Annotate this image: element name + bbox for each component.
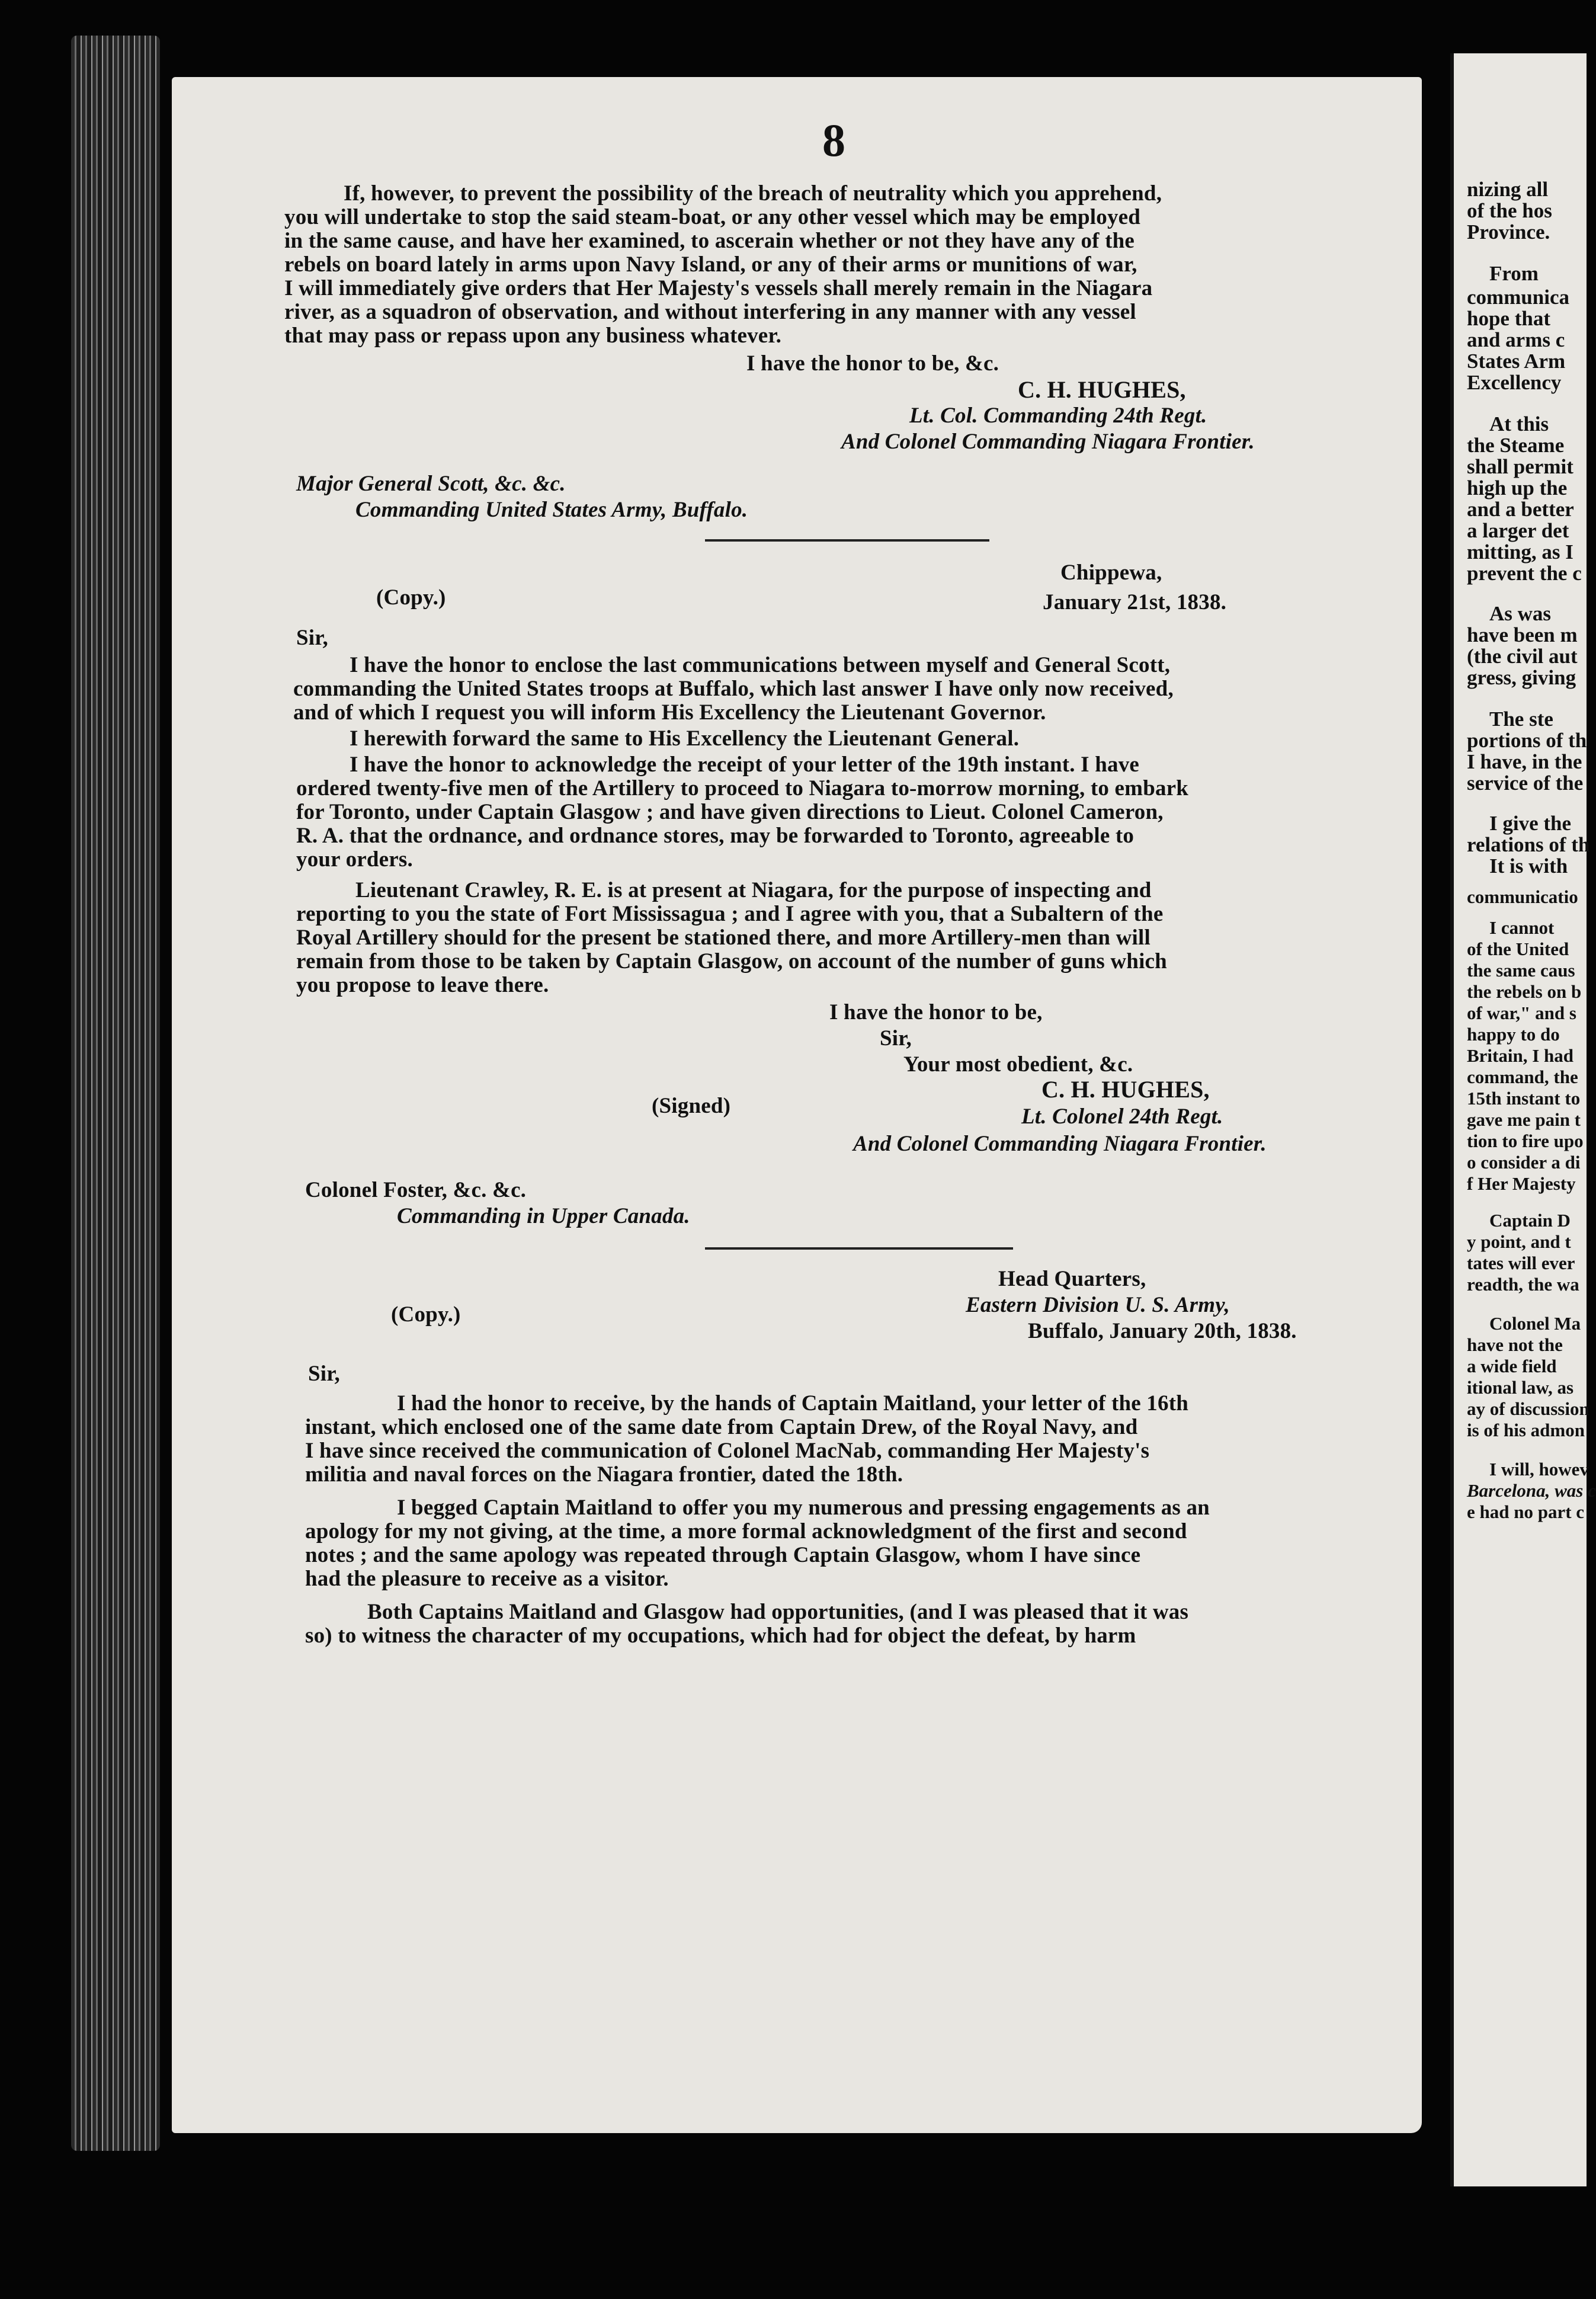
adjacent-text-line: a wide field bbox=[1467, 1356, 1557, 1376]
text-line: If, however, to prevent the possibility of the breach of neutrality which you apprehend, bbox=[344, 181, 1162, 206]
adjacent-text-line: command, the bbox=[1467, 1067, 1578, 1087]
adjacent-text-line: tates will ever bbox=[1467, 1253, 1575, 1273]
text-line: in the same cause, and have her examined, to ascerain whether or not they have any of the bbox=[284, 229, 1135, 253]
text-line: and of which I request you will inform His Excellency the Lieutenant Governor. bbox=[293, 700, 1046, 725]
text-line: I herewith forward the same to His Excellency the Lieutenant General. bbox=[350, 726, 1020, 751]
text-line: commanding the United States troops at Buffalo, which last answer I have only now received, bbox=[293, 677, 1174, 701]
adjacent-text-line: of the United bbox=[1467, 939, 1569, 959]
adjacent-text-line: nizing all bbox=[1467, 178, 1549, 201]
closing: Sir, bbox=[880, 1026, 912, 1051]
text-line: Royal Artillery should for the present be stationed there, and more Artillery-men than will bbox=[296, 926, 1150, 950]
adjacent-text-line: the Steame bbox=[1467, 434, 1565, 457]
adjacent-text-line: It is with bbox=[1489, 854, 1568, 878]
adjacent-text-line: 15th instant to bbox=[1467, 1088, 1581, 1109]
adjacent-text-line: communica bbox=[1467, 286, 1570, 309]
adjacent-text-line: and a better bbox=[1467, 498, 1574, 521]
adjacent-page bbox=[1450, 53, 1596, 2186]
head-quarters: Head Quarters, bbox=[998, 1267, 1146, 1291]
text-line: that may pass or repass upon any business whatever. bbox=[284, 324, 782, 348]
adjacent-text-line: of the hos bbox=[1467, 199, 1552, 222]
adjacent-text-line: f Her Majesty bbox=[1467, 1173, 1576, 1194]
adjacent-text-line: and arms c bbox=[1467, 328, 1565, 351]
division: Eastern Division U. S. Army, bbox=[966, 1293, 1230, 1317]
text-line: instant, which enclosed one of the same date from Captain Drew, of the Royal Navy, and bbox=[305, 1415, 1138, 1439]
adjacent-text-line: I cannot bbox=[1489, 917, 1555, 938]
adjacent-text-line: gress, giving bbox=[1467, 666, 1576, 689]
adjacent-text-line: the same caus bbox=[1467, 960, 1575, 981]
adjacent-text-line: gave me pain t bbox=[1467, 1109, 1581, 1130]
text-line: so) to witness the character of my occupations, which had for object the defeat, by harm bbox=[305, 1624, 1136, 1648]
salutation: Sir, bbox=[296, 626, 328, 650]
adjacent-text-line: hope that bbox=[1467, 307, 1550, 330]
adjacent-text-line: Britain, I had bbox=[1467, 1045, 1574, 1066]
addressee: Commanding United States Army, Buffalo. bbox=[355, 498, 748, 522]
text-line: notes ; and the same apology was repeated through Captain Glasgow, whom I have since bbox=[305, 1543, 1141, 1567]
text-line: for Toronto, under Captain Glasgow ; and have given directions to Lieut. Colonel Cameron, bbox=[296, 800, 1164, 824]
adjacent-text-line: I have, in the bbox=[1467, 750, 1582, 773]
adjacent-text-line: itional law, as bbox=[1467, 1377, 1574, 1398]
adjacent-text-line: have not the bbox=[1467, 1334, 1563, 1355]
closing: I have the honor to be, bbox=[829, 1000, 1043, 1024]
copy-label: (Copy.) bbox=[391, 1302, 461, 1327]
text-line: reporting to you the state of Fort Mississagua ; and I agree with you, that a Subaltern of the bbox=[296, 902, 1164, 926]
signer-title: And Colonel Commanding Niagara Frontier. bbox=[841, 430, 1255, 454]
adjacent-text-line: e had no part c bbox=[1467, 1501, 1585, 1522]
adjacent-text-line: is of his admon bbox=[1467, 1420, 1585, 1440]
adjacent-text-line: shall permit bbox=[1467, 455, 1573, 478]
text-line: Both Captains Maitland and Glasgow had opportunities, (and I was pleased that it was bbox=[367, 1600, 1189, 1624]
signer-title: And Colonel Commanding Niagara Frontier. bbox=[853, 1132, 1267, 1156]
adjacent-text-line: As was bbox=[1489, 602, 1552, 625]
signer-title: Lt. Colonel 24th Regt. bbox=[1021, 1104, 1223, 1129]
adjacent-text-line: o consider a di bbox=[1467, 1152, 1581, 1173]
text-line: I begged Captain Maitland to offer you my numerous and pressing engagements as an bbox=[397, 1496, 1210, 1520]
text-line: had the pleasure to receive as a visitor. bbox=[305, 1567, 669, 1591]
signed-label: (Signed) bbox=[652, 1094, 731, 1118]
adjacent-text-line: The ste bbox=[1489, 707, 1553, 731]
text-line: remain from those to be taken by Captain Glasgow, on account of the number of guns which bbox=[296, 949, 1167, 974]
adjacent-text-line: happy to do bbox=[1467, 1024, 1560, 1045]
adjacent-text-line: Excellency bbox=[1467, 371, 1562, 394]
date: Buffalo, January 20th, 1838. bbox=[1028, 1319, 1297, 1343]
adjacent-text-line: readth, the wa bbox=[1467, 1274, 1579, 1295]
closing: Your most obedient, &c. bbox=[903, 1052, 1133, 1077]
adjacent-text-line: Barcelona, was c bbox=[1467, 1480, 1596, 1501]
adjacent-text-line: mitting, as I bbox=[1467, 540, 1573, 563]
copy-label: (Copy.) bbox=[376, 585, 446, 610]
main-page bbox=[172, 77, 1422, 2133]
text-line: you will undertake to stop the said steam-boat, or any other vessel which may be employed bbox=[284, 205, 1141, 229]
adjacent-text-line: communicatio bbox=[1467, 886, 1578, 907]
text-line: river, as a squadron of observation, and without interfering in any manner with any vessel bbox=[284, 300, 1136, 324]
adjacent-text-line: I give the bbox=[1489, 812, 1572, 835]
text-line: I have the honor to enclose the last communications between myself and General Scott, bbox=[350, 653, 1171, 677]
page-edge-strip bbox=[71, 36, 160, 2151]
adjacent-text-line: high up the bbox=[1467, 476, 1568, 499]
adjacent-text-line: the rebels on b bbox=[1467, 981, 1582, 1002]
adjacent-text-line: portions of th bbox=[1467, 729, 1587, 752]
text-line: you propose to leave there. bbox=[296, 973, 549, 997]
signer-title: Lt. Col. Commanding 24th Regt. bbox=[909, 404, 1207, 428]
text-line: your orders. bbox=[296, 847, 413, 872]
adjacent-text-line: service of the bbox=[1467, 771, 1584, 795]
text-line: apology for my not giving, at the time, a more formal acknowledgment of the first and second bbox=[305, 1519, 1187, 1544]
adjacent-text-line: relations of th bbox=[1467, 833, 1590, 856]
adjacent-text-line: Colonel Ma bbox=[1489, 1313, 1581, 1334]
adjacent-text-line: States Arm bbox=[1467, 350, 1566, 373]
adjacent-text-line: Captain D bbox=[1489, 1210, 1571, 1231]
text-line: I had the honor to receive, by the hands of Captain Maitland, your letter of the 16th bbox=[397, 1391, 1189, 1416]
adjacent-text-line: From bbox=[1489, 262, 1539, 285]
adjacent-text-line: of war," and s bbox=[1467, 1003, 1576, 1023]
signer: C. H. HUGHES, bbox=[1041, 1076, 1210, 1103]
text-line: I have the honor to acknowledge the receipt of your letter of the 19th instant. I have bbox=[350, 753, 1140, 777]
adjacent-text-line: a larger det bbox=[1467, 519, 1569, 542]
text-line: I will immediately give orders that Her Majesty's vessels shall merely remain in the Niagara bbox=[284, 276, 1153, 300]
separator-rule bbox=[705, 1247, 1013, 1250]
adjacent-text-line: (the civil aut bbox=[1467, 645, 1578, 668]
text-line: Lieutenant Crawley, R. E. is at present at Niagara, for the purpose of inspecting and bbox=[355, 878, 1152, 902]
text-line: I have since received the communication of Colonel MacNab, commanding Her Majesty's bbox=[305, 1439, 1150, 1463]
adjacent-text-line: Province. bbox=[1467, 220, 1550, 244]
addressee: Major General Scott, &c. &c. bbox=[296, 472, 566, 496]
text-line: ordered twenty-five men of the Artillery to proceed to Niagara to-morrow morning, to embark bbox=[296, 776, 1189, 801]
addressee: Colonel Foster, &c. &c. bbox=[305, 1178, 527, 1202]
adjacent-text-line: At this bbox=[1489, 412, 1549, 436]
addressee: Commanding in Upper Canada. bbox=[397, 1204, 690, 1228]
signer: C. H. HUGHES, bbox=[1018, 376, 1186, 403]
salutation: Sir, bbox=[308, 1362, 340, 1386]
page-number: 8 bbox=[822, 114, 845, 166]
text-line: R. A. that the ordnance, and ordnance stores, may be forwarded to Toronto, agreeable to bbox=[296, 824, 1134, 848]
text-line: rebels on board lately in arms upon Navy Island, or any of their arms or munitions of war, bbox=[284, 252, 1137, 277]
closing: I have the honor to be, &c. bbox=[746, 351, 999, 376]
place: Chippewa, bbox=[1060, 561, 1162, 585]
adjacent-text-line: I will, howev bbox=[1489, 1459, 1589, 1480]
adjacent-text-line: prevent the c bbox=[1467, 562, 1582, 585]
adjacent-text-line: y point, and t bbox=[1467, 1231, 1571, 1252]
adjacent-text-line: ay of discussion bbox=[1467, 1398, 1589, 1419]
adjacent-text-line: have been m bbox=[1467, 623, 1578, 646]
adjacent-text-line: tion to fire upo bbox=[1467, 1131, 1584, 1151]
separator-rule bbox=[705, 539, 989, 542]
date: January 21st, 1838. bbox=[1043, 590, 1227, 614]
text-line: militia and naval forces on the Niagara frontier, dated the 18th. bbox=[305, 1462, 903, 1487]
